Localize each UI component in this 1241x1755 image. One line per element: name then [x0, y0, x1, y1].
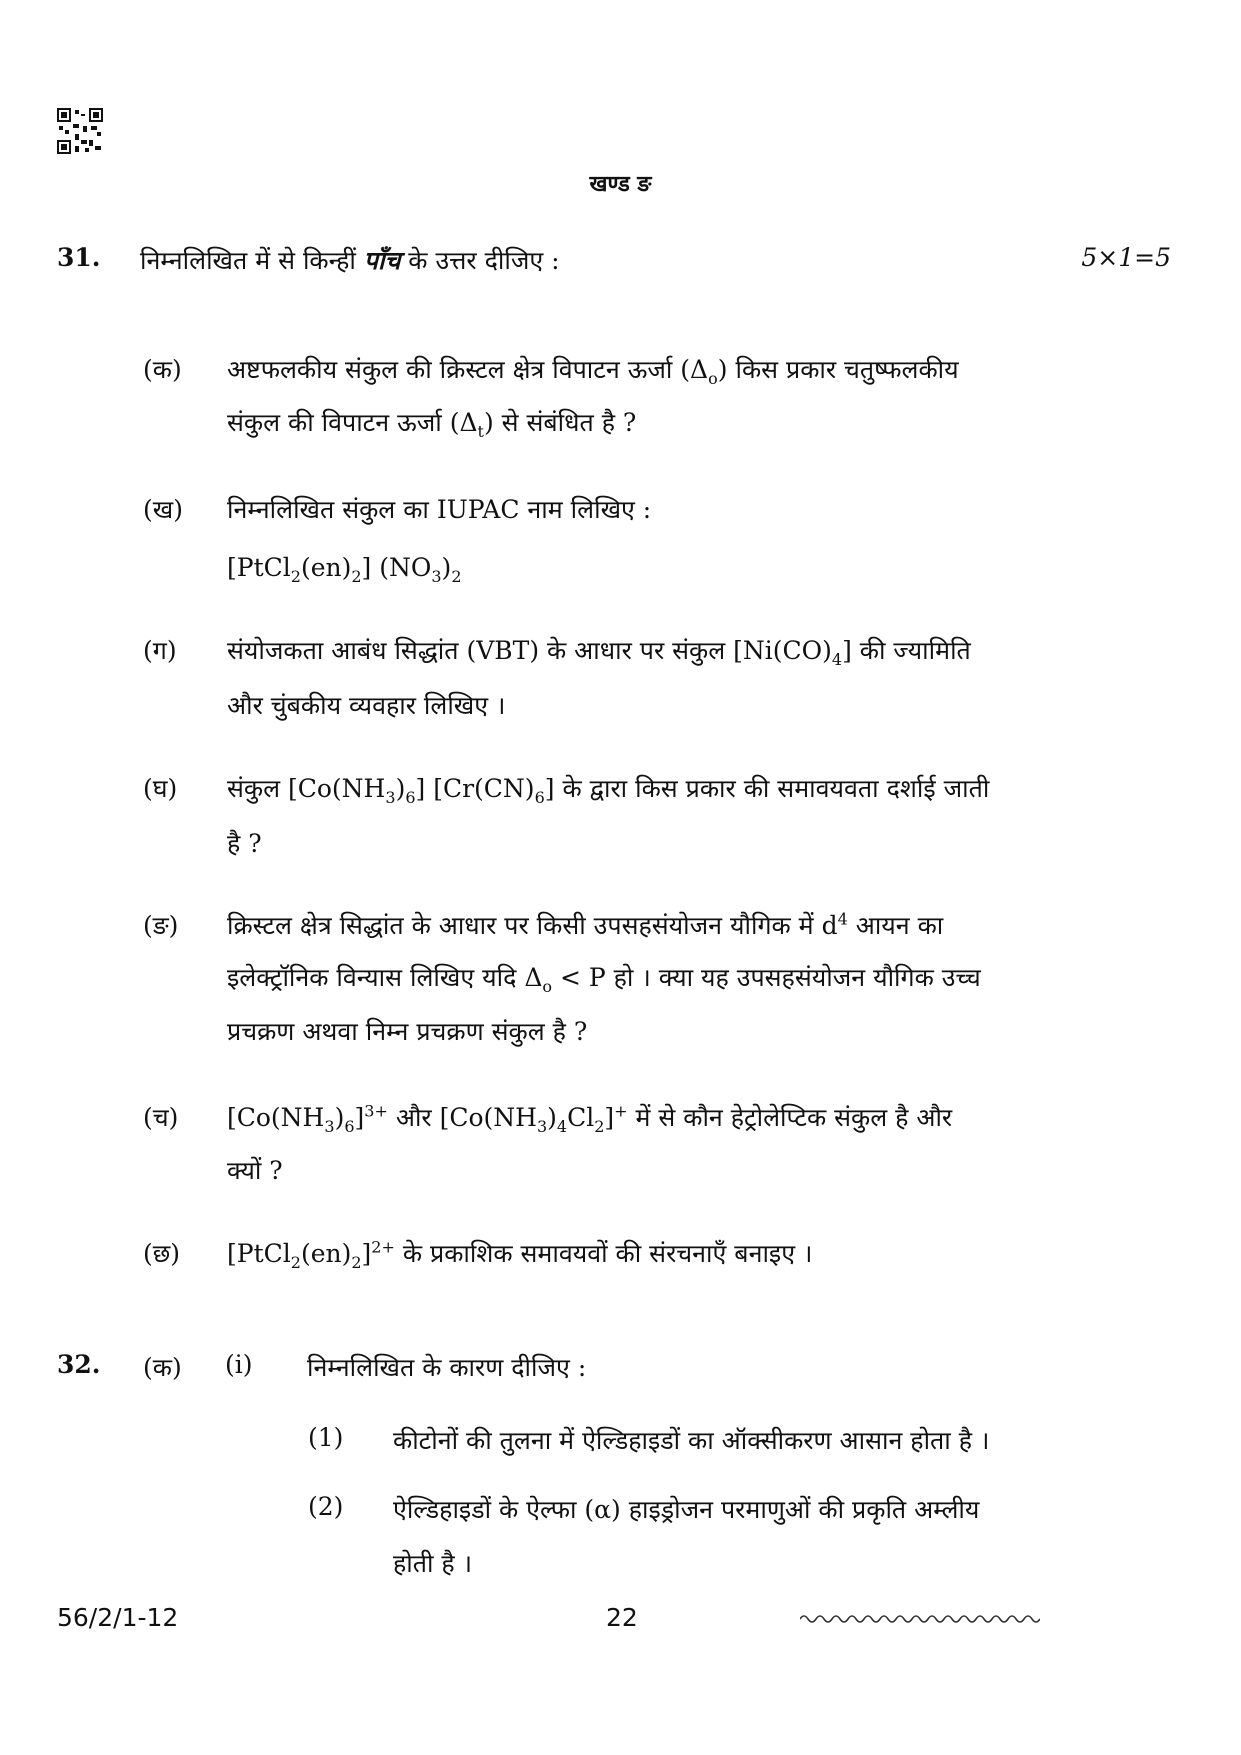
subpart-text: अष्टफलकीय संकुल की क्रिस्टल क्षेत्र विपाटन ऊर्जा $(\Delta_o)$ किस प्रकार चतुष्फलकीय	[227, 355, 959, 388]
subpart-text: निम्नलिखित के कारण दीजिए :	[307, 1353, 587, 1382]
item-text: होती है ।	[393, 1549, 473, 1578]
subpart-label: (ङ)	[143, 911, 179, 940]
item-text: ऐल्डिहाइडों के ऐल्फा (α) हाइड्रोजन परमाणुओं की प्रकृति अम्लीय	[393, 1495, 980, 1524]
question-number: 31.	[57, 243, 101, 272]
subpart-label: (च)	[143, 1103, 179, 1132]
question-instruction: निम्नलिखित में से किन्हीं पाँच के उत्तर दीजिए :	[140, 246, 560, 275]
subpart-sublabel: (i)	[225, 1350, 253, 1379]
subpart-text: क्रिस्टल क्षेत्र सिद्धांत के आधार पर किसी उपसहसंयोजन यौगिक में $d^4$ आयन का	[227, 909, 944, 940]
item-number: (2)	[308, 1492, 344, 1521]
subpart-text: निम्नलिखित संकुल का IUPAC नाम लिखिए :	[227, 495, 652, 524]
chemical-formula: $[PtCl_2(en)_2]$ $(NO_3)_2$	[227, 553, 462, 586]
subpart-label: (ख)	[143, 495, 183, 524]
subpart-label: (ग)	[143, 636, 177, 665]
paper-code: 56/2/1-12	[57, 1603, 179, 1632]
question-number: 32.	[57, 1350, 101, 1379]
subpart-text: प्रचक्रण अथवा निम्न प्रचक्रण संकुल है ?	[227, 1017, 588, 1046]
subpart-text: है ?	[227, 829, 262, 858]
section-title: खण्ड ङ	[589, 171, 652, 197]
subpart-text: संकुल $[Co(NH_3)_6]$ $[Cr(CN)_6]$ के द्वारा किस प्रकार की समावयवता दर्शाई जाती	[227, 774, 990, 807]
subpart-label: (घ)	[143, 774, 178, 803]
subpart-text: और चुंबकीय व्यवहार लिखिए ।	[227, 691, 506, 720]
wavy-line-decoration	[800, 1612, 1040, 1626]
subpart-text: $[Co(NH_3)_6]^{3+}$ और $[Co(NH_3)_4Cl_2]^+$ में से कौन हेट्रोलेप्टिक संकुल है और	[227, 1101, 953, 1136]
subpart-text: क्यों ?	[227, 1156, 283, 1185]
subpart-text: $[PtCl_2(en)_2]^{2+}$ के प्रकाशिक समावयवों की संरचनाएँ बनाइए ।	[227, 1237, 813, 1272]
subpart-text: संयोजकता आबंध सिद्धांत (VBT) के आधार पर संकुल $[Ni(CO)_4]$ की ज्यामिति	[227, 636, 971, 669]
subpart-label: (छ)	[143, 1239, 181, 1268]
page-number: 22	[606, 1603, 638, 1632]
item-text: कीटोनों की तुलना में ऐल्डिहाइडों का ऑक्सीकरण आसान होता है ।	[393, 1426, 990, 1455]
subpart-label: (क)	[143, 355, 182, 384]
item-number: (1)	[308, 1423, 344, 1452]
marks-allocation: 5×1=5	[1081, 243, 1171, 272]
subpart-label: (क)	[143, 1353, 182, 1382]
qr-code-icon	[57, 108, 103, 154]
subpart-text: संकुल की विपाटन ऊर्जा $(\Delta_t)$ से संबंधित है ?	[227, 408, 637, 441]
subpart-text: इलेक्ट्रॉनिक विन्यास लिखिए यदि $\Delta_o < P$ हो । क्या यह उपसहसंयोजन यौगिक उच्च	[227, 963, 981, 996]
